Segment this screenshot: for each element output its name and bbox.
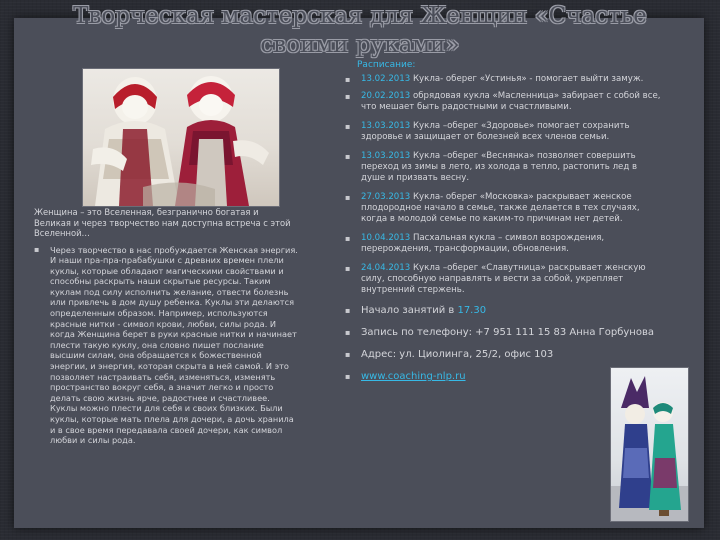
- bullet-icon: ▪: [345, 306, 351, 315]
- event-date: 20.02.2013: [361, 91, 411, 101]
- event-date: 10.04.2013: [361, 233, 411, 243]
- list-item: [345, 233, 663, 255]
- phone-text: Запись по телефону: +7 951 111 15 83 Анна Горбунова: [361, 327, 654, 338]
- event-description: Кукла- оберег «Устинья» - помогает выйти замуж.: [410, 74, 644, 84]
- bullet-icon: ▪: [345, 234, 351, 243]
- bullet-icon: ▪: [345, 264, 351, 273]
- bullet-icon: ▪: [345, 372, 351, 381]
- bullet-icon: ▪: [345, 122, 351, 131]
- list-item: [345, 91, 663, 113]
- bullet-icon: ▪: [345, 328, 351, 337]
- start-time-item: [345, 304, 663, 317]
- left-text-block: [34, 207, 298, 446]
- page-title: Творческая мастерская для Женщин «Счастье своими руками»: [73, 3, 647, 58]
- event-description: Кукла –оберег «Здоровье» помогает сохранить здоровье и защищает от болезней всех членов семьи.: [361, 121, 630, 142]
- website-link[interactable]: www.coaching-nlp.ru: [361, 371, 466, 382]
- event-date: 13.03.2013: [361, 121, 411, 131]
- event-date: 24.04.2013: [361, 263, 411, 273]
- bullet-icon: ▪: [345, 75, 351, 84]
- address-text: Адрес: ул. Циолинга, 25/2, офис 103: [361, 349, 554, 360]
- event-date: 13.02.2013: [361, 74, 411, 84]
- schedule-heading: Расписание:: [357, 60, 416, 70]
- body-paragraph: [34, 245, 298, 446]
- bullet-icon: ▪: [34, 244, 40, 254]
- bullet-icon: ▪: [345, 350, 351, 359]
- address-item: [345, 348, 663, 361]
- bullet-icon: ▪: [345, 193, 351, 202]
- event-date: 13.03.2013: [361, 151, 411, 161]
- event-description: Пасхальная кукла – символ возрождения, перерождения, трансформации, обновления.: [361, 233, 605, 254]
- bullet-icon: ▪: [345, 92, 351, 101]
- intro-text: Женщина – это Вселенная, безгранично богатая и Великая и через творчество нам доступна встреча с этой Вселенной…: [34, 207, 291, 238]
- event-description: обрядовая кукла «Масленница» забирает с собой все, что мешает быть радостными и счастливыми.: [361, 91, 661, 112]
- list-item: [345, 192, 663, 225]
- schedule-list: [345, 74, 663, 383]
- list-item: [345, 263, 663, 296]
- phone-item: [345, 326, 663, 339]
- list-item: [345, 121, 663, 143]
- dolls-stand-photo: [610, 367, 689, 522]
- event-description: Кукла –оберег «Славутница» раскрывает женскую силу, способную направлять и вести за собой, укрепляет внутренний стержень.: [361, 263, 646, 295]
- list-item: [345, 74, 663, 85]
- start-time-label: Начало занятий в: [361, 305, 458, 316]
- dolls-photo: [82, 68, 280, 207]
- bullet-icon: ▪: [345, 152, 351, 161]
- list-item: [345, 151, 663, 184]
- start-time-value: 17.30: [457, 305, 487, 316]
- event-description: Кукла- оберег «Московка» раскрывает женское плодородное начало в семье, также делается в тех случаях, когда в молодой семье по каким-то причинам нет детей.: [361, 192, 640, 224]
- event-description: Кукла –оберег «Веснянка» позволяет совершить переход из зимы в лето, из холода в тепло, растопить лед в душе и призвать весну.: [361, 151, 638, 183]
- body-paragraph-text: Через творчество в нас пробуждается Женская энергия. И наши пра-пра-прабабушки с древних времен плели куклы, которые обладают магическими свойствами и способны раскрыть наши скрытые ресурсы. Таким куклам под силу исполнить желание, отвести болезнь или привлечь в дом душу ребенка. Куклы эти делаются определенным образом. Например, используются красные нитки - символ крови, любви, силы рода. И когда Женщина берет в руки красные нитки и начинает плести такую куклу, она словно пишет послание высшим силам, она обращается к божественной энергии, и энергия, которая скрыта в ней самой. И это позволяет настраивать себя, изменяться, изменять пространство вокруг себя, а значит легко и просто делать свою жизнь ярче, радостнее и счастливее. Куклы можно плести для себя и своих близких. Были куклы, которые мать плела для дочери, а дочь хранила и в свое время передавала своей дочери, как символ любви и силы рода.: [50, 244, 298, 446]
- event-date: 27.03.2013: [361, 192, 411, 202]
